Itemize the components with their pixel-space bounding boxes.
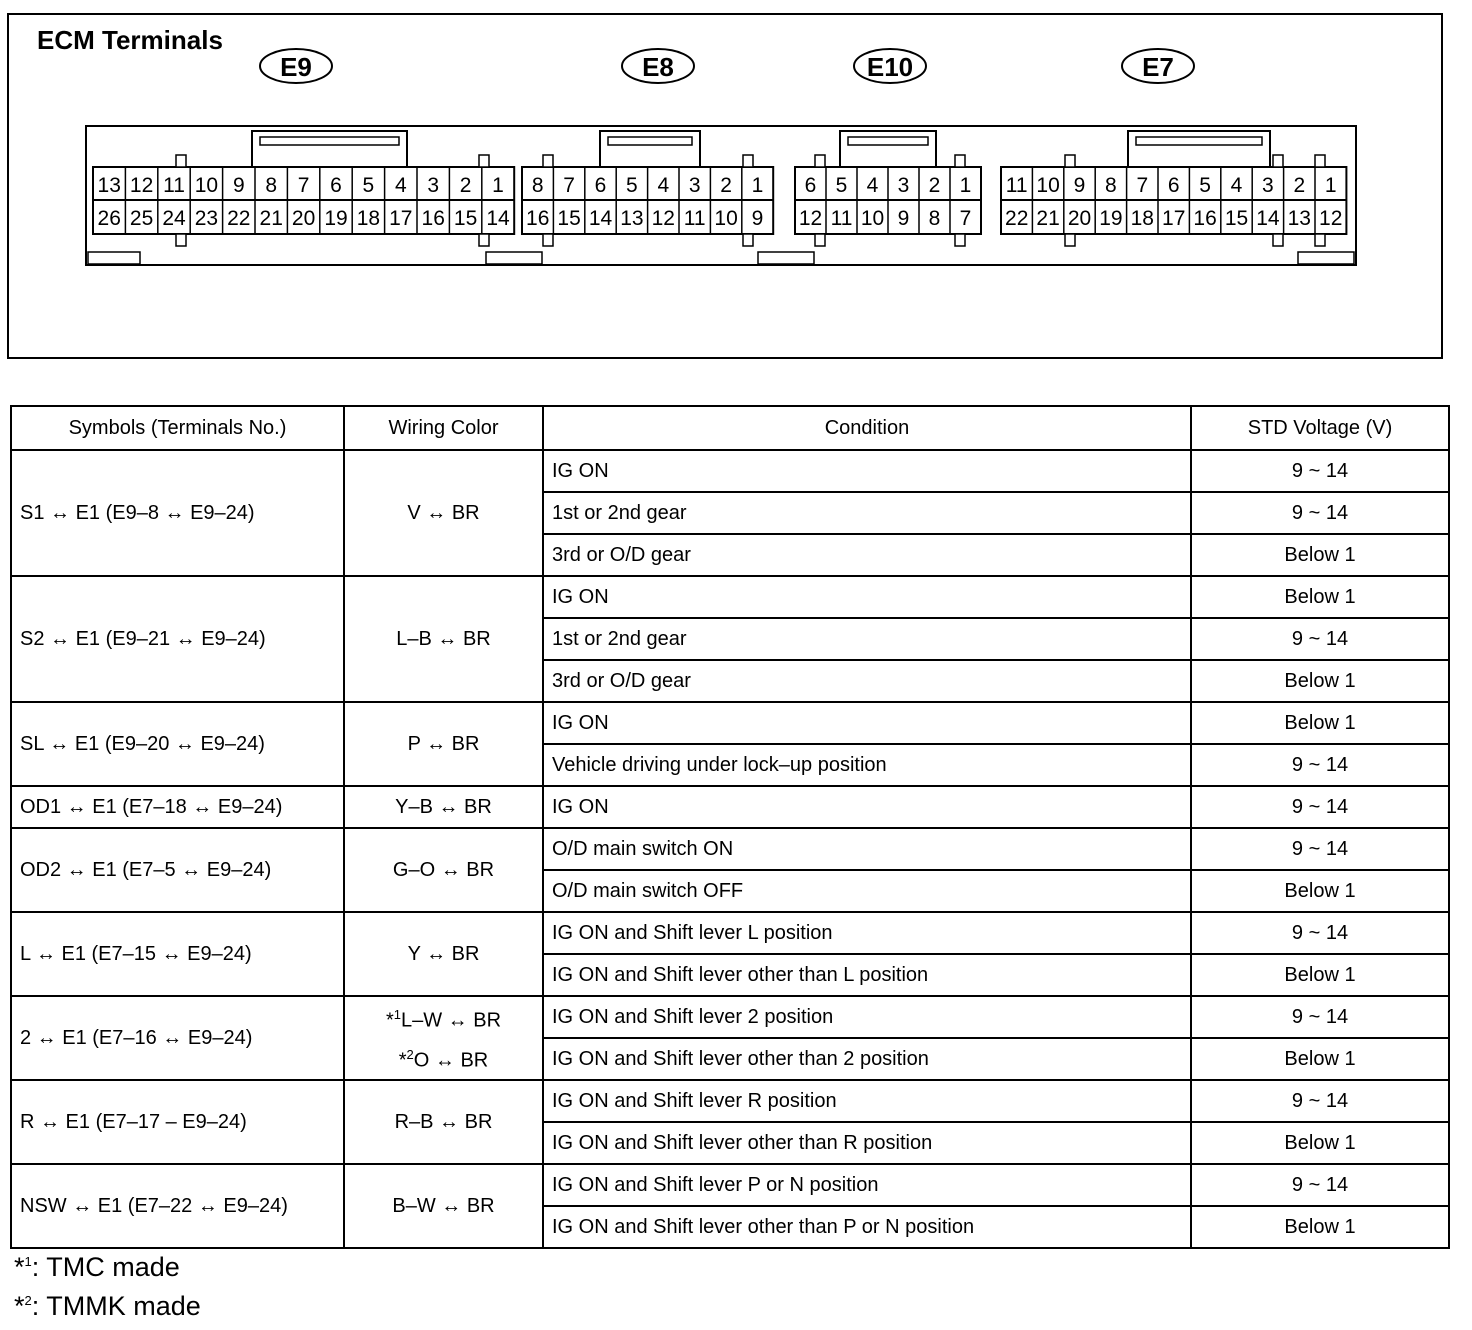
wiring-color-value: G–O ↔ BR <box>392 858 495 881</box>
connector-key-tab <box>815 234 825 246</box>
terminal-number: 14 <box>588 207 613 230</box>
connector-key-tab <box>1273 155 1283 167</box>
terminal-number: 8 <box>531 174 544 197</box>
symbol-cell: S1 ↔ E1 (E9–8 ↔ E9–24) <box>11 450 344 576</box>
table-header-row <box>11 406 1449 450</box>
std-voltage-table <box>10 405 1450 1249</box>
wiring-color-cell <box>344 576 543 702</box>
terminal-number: 14 <box>486 207 510 230</box>
terminal-number: 20 <box>291 207 316 230</box>
wiring-color-cell <box>344 1080 543 1164</box>
symbol-cell: L ↔ E1 (E7–15 ↔ E9–24) <box>11 912 344 996</box>
terminal-number: 7 <box>563 174 575 197</box>
condition-cell: 1st or 2nd gear <box>543 492 1191 534</box>
wiring-color-value: Y ↔ BR <box>407 942 480 965</box>
terminal-number: 21 <box>1036 207 1060 230</box>
connector-key-tab <box>479 155 489 167</box>
voltage-cell: 9 ~ 14 <box>1191 996 1449 1038</box>
condition-cell: O/D main switch OFF <box>543 870 1191 912</box>
terminal-number: 3 <box>688 174 701 197</box>
connector-key-tab <box>543 234 553 246</box>
terminal-number: 17 <box>389 207 413 230</box>
terminal-number: 5 <box>362 174 375 197</box>
terminal-number: 12 <box>651 207 675 230</box>
footnote-tmmk <box>14 1291 201 1322</box>
voltage-cell: 9 ~ 14 <box>1191 450 1449 492</box>
table-row <box>11 1164 1449 1206</box>
table-row <box>11 912 1449 954</box>
terminal-number: 1 <box>751 174 764 197</box>
terminal-number: 5 <box>835 174 848 197</box>
terminal-number: 4 <box>657 174 670 197</box>
wiring-color-value: L–B ↔ BR <box>396 627 491 650</box>
wiring-color-value: B–W ↔ BR <box>392 1194 495 1217</box>
symbol-cell: R ↔ E1 (E7–17 – E9–24) <box>11 1080 344 1164</box>
terminal-number: 1 <box>492 174 504 197</box>
wiring-color-cell <box>344 786 543 828</box>
terminal-number: 8 <box>265 174 278 197</box>
terminal-number: 17 <box>1162 207 1186 230</box>
table-row <box>11 702 1449 744</box>
connector-drawing <box>0 0 1472 370</box>
table-row <box>11 576 1449 618</box>
voltage-cell: 9 ~ 14 <box>1191 1080 1449 1122</box>
terminal-number: 10 <box>194 174 219 197</box>
wiring-color-value: *$^1$L–W ↔ BR <box>385 1007 502 1032</box>
terminal-number: 19 <box>1099 207 1123 230</box>
symbol-cell: OD1 ↔ E1 (E7–18 ↔ E9–24) <box>11 786 344 828</box>
terminal-number: 1 <box>1324 174 1337 197</box>
connector-key-tab <box>176 155 186 167</box>
wiring-color-cell <box>344 1164 543 1248</box>
terminal-number: 9 <box>751 207 764 230</box>
header-symbols: Symbols (Terminals No.) <box>11 406 344 450</box>
terminal-number: 4 <box>394 174 407 197</box>
connector-key-tab <box>479 234 489 246</box>
symbol-cell: 2 ↔ E1 (E7–16 ↔ E9–24) <box>11 996 344 1080</box>
voltage-cell: 9 ~ 14 <box>1191 618 1449 660</box>
terminal-number: 22 <box>227 207 251 230</box>
connector-key-tab <box>815 155 825 167</box>
terminal-number: 13 <box>620 207 644 230</box>
voltage-cell: Below 1 <box>1191 576 1449 618</box>
condition-cell: IG ON <box>543 450 1191 492</box>
terminal-number: 11 <box>683 207 706 230</box>
condition-cell: IG ON <box>543 702 1191 744</box>
condition-cell: 1st or 2nd gear <box>543 618 1191 660</box>
terminal-number: 9 <box>1073 174 1086 197</box>
condition-cell: IG ON and Shift lever other than P or N position <box>543 1206 1191 1248</box>
voltage-cell: Below 1 <box>1191 534 1449 576</box>
connector-key-tab <box>1273 234 1283 246</box>
voltage-cell: 9 ~ 14 <box>1191 912 1449 954</box>
condition-cell: IG ON <box>543 786 1191 828</box>
wiring-color-value: *$^2$O ↔ BR <box>398 1047 489 1072</box>
connector-lock-slot <box>260 137 399 145</box>
terminal-number: 6 <box>1167 174 1180 197</box>
terminal-number: 16 <box>526 207 550 230</box>
connector-label: E9 <box>280 52 312 82</box>
terminal-number: 7 <box>297 174 310 197</box>
connector-key-tab <box>1065 234 1075 246</box>
terminal-number: 2 <box>459 174 472 197</box>
condition-cell: IG ON and Shift lever L position <box>543 912 1191 954</box>
connector-foot <box>486 252 542 264</box>
diagram-title: ECM Terminals <box>37 25 223 55</box>
header-condition: Condition <box>543 406 1191 450</box>
condition-cell: Vehicle driving under lock–up position <box>543 744 1191 786</box>
wiring-color-cell <box>344 450 543 576</box>
table-row <box>11 786 1449 828</box>
table-row <box>11 996 1449 1038</box>
table-row <box>11 828 1449 870</box>
voltage-cell: 9 ~ 14 <box>1191 828 1449 870</box>
terminal-number: 10 <box>714 207 738 230</box>
terminal-number: 24 <box>162 207 186 230</box>
terminal-number: 8 <box>1105 174 1117 197</box>
symbol-cell: SL ↔ E1 (E9–20 ↔ E9–24) <box>11 702 344 786</box>
terminal-number: 3 <box>1262 174 1274 197</box>
voltage-cell: 9 ~ 14 <box>1191 786 1449 828</box>
connector-foot <box>1298 252 1354 264</box>
wiring-color-cell <box>344 912 543 996</box>
terminal-number: 13 <box>1287 207 1311 230</box>
wiring-color-cell <box>344 828 543 912</box>
condition-cell: IG ON and Shift lever 2 position <box>543 996 1191 1038</box>
terminal-number: 12 <box>1319 207 1343 230</box>
symbol-cell: NSW ↔ E1 (E7–22 ↔ E9–24) <box>11 1164 344 1248</box>
terminal-number: 6 <box>804 174 817 197</box>
terminal-number: 4 <box>866 174 879 197</box>
terminal-number: 5 <box>1199 174 1211 197</box>
wiring-color-value: Y–B ↔ BR <box>395 795 492 818</box>
terminal-number: 20 <box>1067 207 1092 230</box>
table-row <box>11 1080 1449 1122</box>
terminal-number: 22 <box>1005 207 1029 230</box>
terminal-number: 7 <box>1136 174 1149 197</box>
connector-key-tab <box>743 234 753 246</box>
condition-cell: IG ON and Shift lever P or N position <box>543 1164 1191 1206</box>
voltage-cell: 9 ~ 14 <box>1191 1164 1449 1206</box>
connector-label: E8 <box>642 52 674 82</box>
voltage-cell: Below 1 <box>1191 870 1449 912</box>
connector-lock-slot <box>1136 137 1262 145</box>
terminal-number: 3 <box>897 174 910 197</box>
header-wiring-color: Wiring Color <box>344 406 543 450</box>
voltage-cell: Below 1 <box>1191 1038 1449 1080</box>
connector-key-tab <box>176 234 186 246</box>
connector-key-tab <box>1315 234 1325 246</box>
terminal-number: 15 <box>453 207 478 230</box>
connector-foot <box>758 252 814 264</box>
terminal-number: 23 <box>194 207 219 230</box>
terminal-number: 6 <box>594 174 607 197</box>
terminal-number: 16 <box>1193 207 1217 230</box>
terminal-number: 18 <box>356 207 381 230</box>
terminal-number: 15 <box>1224 207 1249 230</box>
header-std-voltage: STD Voltage (V) <box>1191 406 1449 450</box>
connector-key-tab <box>543 155 553 167</box>
terminal-number: 26 <box>97 207 121 230</box>
condition-cell: IG ON <box>543 576 1191 618</box>
terminal-number: 12 <box>129 174 154 197</box>
symbol-cell: S2 ↔ E1 (E9–21 ↔ E9–24) <box>11 576 344 702</box>
wiring-color-value: P ↔ BR <box>407 732 480 755</box>
condition-cell: IG ON and Shift lever other than 2 position <box>543 1038 1191 1080</box>
terminal-number: 10 <box>1036 174 1060 197</box>
voltage-cell: Below 1 <box>1191 660 1449 702</box>
terminal-number: 8 <box>928 207 941 230</box>
terminal-number: 18 <box>1130 207 1154 230</box>
condition-cell: O/D main switch ON <box>543 828 1191 870</box>
terminal-number: 12 <box>798 207 823 230</box>
wiring-color-value: R–B ↔ BR <box>394 1110 493 1133</box>
connector-label: E10 <box>866 52 914 82</box>
wiring-color-cell <box>344 702 543 786</box>
terminal-number: 21 <box>259 207 283 230</box>
condition-cell: IG ON and Shift lever other than R position <box>543 1122 1191 1164</box>
voltage-cell: Below 1 <box>1191 954 1449 996</box>
terminal-number: 13 <box>97 174 121 197</box>
connector-key-tab <box>955 155 965 167</box>
voltage-cell: 9 ~ 14 <box>1191 492 1449 534</box>
terminal-number: 5 <box>626 174 638 197</box>
connector-key-tab <box>955 234 965 246</box>
terminal-number: 15 <box>557 207 581 230</box>
symbol-cell: OD2 ↔ E1 (E7–5 ↔ E9–24) <box>11 828 344 912</box>
terminal-number: 14 <box>1256 207 1280 230</box>
condition-cell: 3rd or O/D gear <box>543 660 1191 702</box>
footnote-text: *$^1$: TMC made <box>14 1252 180 1282</box>
terminal-number: 1 <box>959 174 972 197</box>
connector-key-tab <box>1315 155 1325 167</box>
terminal-number: 10 <box>860 207 885 230</box>
voltage-cell: Below 1 <box>1191 702 1449 744</box>
terminal-number: 9 <box>897 207 910 230</box>
terminal-number: 2 <box>1293 174 1306 197</box>
terminal-number: 2 <box>720 174 732 197</box>
terminal-number: 16 <box>421 207 445 230</box>
condition-cell: 3rd or O/D gear <box>543 534 1191 576</box>
wiring-color-value: V ↔ BR <box>407 501 480 524</box>
terminal-number: 11 <box>1005 174 1028 197</box>
terminal-number: 7 <box>959 207 972 230</box>
terminal-number: 25 <box>129 207 154 230</box>
voltage-cell: Below 1 <box>1191 1206 1449 1248</box>
condition-cell: IG ON and Shift lever other than L position <box>543 954 1191 996</box>
terminal-number: 11 <box>163 174 185 197</box>
footnote-tmc <box>14 1252 180 1283</box>
connector-lock-slot <box>848 137 928 145</box>
terminal-number: 2 <box>928 174 941 197</box>
connector-key-tab <box>743 155 753 167</box>
terminal-number: 9 <box>232 174 245 197</box>
voltage-cell: 9 ~ 14 <box>1191 744 1449 786</box>
terminal-number: 3 <box>427 174 440 197</box>
footnote-text: *$^2$: TMMK made <box>14 1291 201 1321</box>
connector-foot <box>88 252 140 264</box>
terminal-number: 6 <box>330 174 342 197</box>
wiring-color-cell <box>344 996 543 1080</box>
connector-lock-slot <box>608 137 692 145</box>
condition-cell: IG ON and Shift lever R position <box>543 1080 1191 1122</box>
table-row <box>11 450 1449 492</box>
voltage-cell: Below 1 <box>1191 1122 1449 1164</box>
connector-label: E7 <box>1142 52 1174 82</box>
terminal-number: 4 <box>1230 174 1243 197</box>
terminal-number: 19 <box>324 207 348 230</box>
terminal-number: 11 <box>830 207 853 230</box>
connector-key-tab <box>1065 155 1075 167</box>
